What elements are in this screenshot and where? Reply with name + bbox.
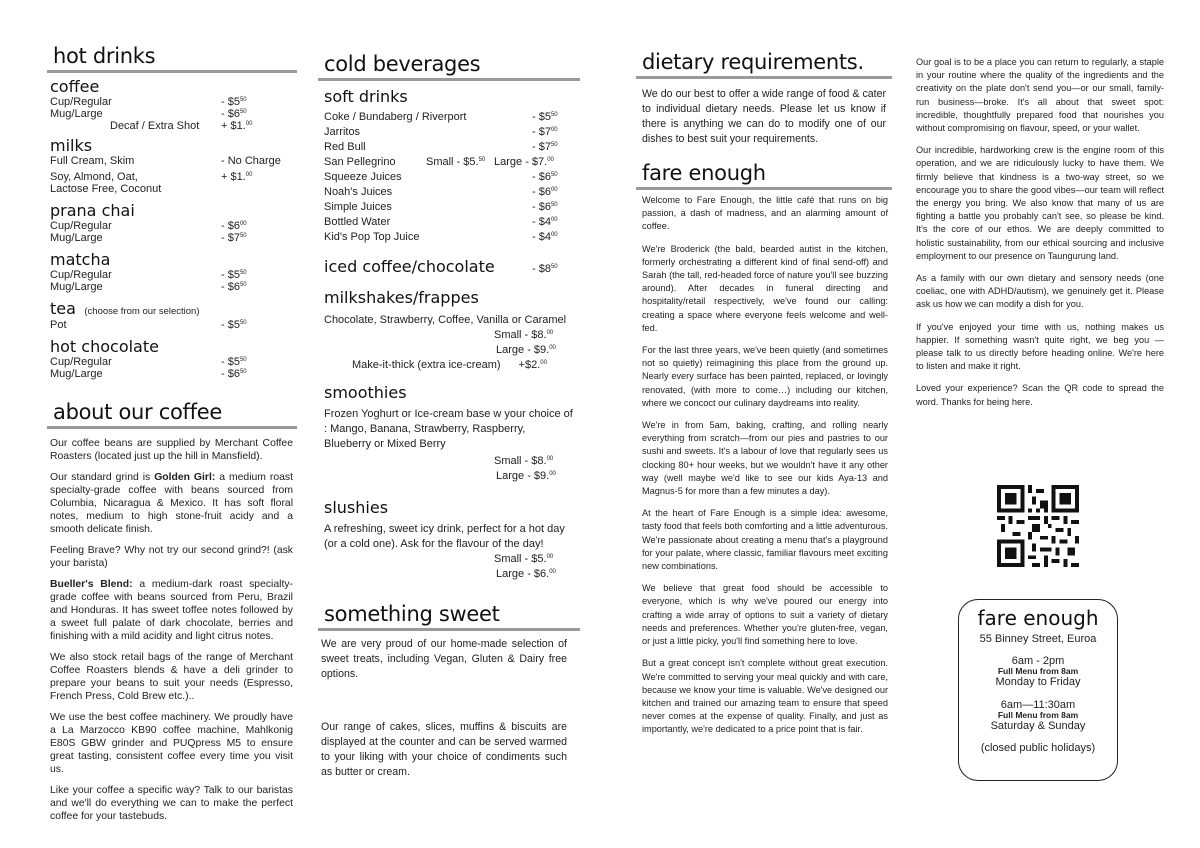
paragraph: We believe that great food should be accessible to everyone, which is why we've poured our energy into crafting a wide array of options to suit a variety of dietary needs and preferences. Whether you're gluten-free, vegan, or just a little picky, you'll find something here to love.: [642, 583, 888, 647]
about-coffee-heading: about our coffee: [53, 400, 222, 424]
paragraph: Our standard grind is Golden Girl: a medium roast specialty-grade coffee with beans sourced from Columbia, Nicaragua & Mexico. It has soft floral notes, medium to high stone-fruit acidy and a smooth delicate finish.: [50, 472, 293, 535]
price-row: Large - $9.00: [496, 344, 556, 356]
paragraph: Feeling Brave? Why not try our second grind?! (ask your barista): [50, 545, 293, 569]
smoothies-flavours: Frozen Yoghurt or Ice-cream base w your choice of : Mango, Banana, Strawberry, Raspberry, Blueberry or Mixed Berry: [324, 408, 573, 450]
smoothies-section: [324, 407, 574, 484]
price-row: Red Bull - $\$7^{50}$: [324, 141, 558, 153]
paragraph: Welcome to Fare Enough, the little café that runs on big passion, a dash of madness, and an alarming amount of coffee.: [642, 195, 888, 232]
price-row: Small - $5.00: [494, 553, 554, 565]
ethos-column: [916, 56, 1164, 418]
price-row: Small - $8.00: [494, 455, 554, 467]
tea-note: (choose from our selection): [84, 306, 200, 317]
iced-coffee-row: [324, 257, 580, 276]
coffee-heading: coffee: [50, 77, 100, 96]
divider: [636, 76, 892, 79]
weekend-menu-note: Full Menu from 8am: [997, 710, 1079, 720]
something-sweet-heading: something sweet: [324, 602, 500, 626]
paragraph: We're Broderick (the bald, bearded autist in the kitchen, formerly orchestrating a different kind of final send-off) and Sarah (the tall, red-headed force of nature you'll see buzzing around). After decades in funeral directing and hospitality/retail respectively, we've found our calling: creating a space where everyone feels welcome and well-fed.: [642, 243, 888, 333]
price-row: Full Cream, Skim - No Charge: [50, 155, 281, 167]
paragraph: As a family with our own dietary and sensory needs (one coeliac, one with ADHD/autism), we genuinely get it. Please ask us how we can modify a dish for you.: [916, 273, 1164, 310]
closed-note: (closed public holidays): [980, 742, 1096, 754]
price-row: Bottled Water - $\$4^{00}$: [324, 216, 558, 228]
price-row: Lactose Free, Coconut: [50, 183, 162, 195]
cold-beverages-heading: cold beverages: [324, 52, 481, 76]
matcha-price-list: [50, 269, 297, 293]
price-row: Large - $6.00: [496, 568, 556, 580]
price-row: Mug/Large - $\$7^{50}$: [50, 232, 247, 244]
price-row: Make-it-thick (extra ice-cream) +$2.00: [352, 359, 547, 371]
paragraph: Our coffee beans are supplied by Merchant Coffee Roasters (located just up the hill in Mansfield).: [50, 438, 293, 462]
address: 55 Binney Street, Euroa: [979, 633, 1097, 645]
price-row: Mug/Large - $\$6^{50}$: [50, 368, 247, 380]
iced-coffee-price: - $\$8^{50}$: [532, 263, 558, 275]
weekday-hours: 6am - 2pm: [1011, 655, 1065, 667]
price-row: Jarritos - $\$7^{00}$: [324, 126, 558, 138]
cafe-name: fare enough: [977, 606, 1099, 630]
divider: [636, 187, 892, 190]
weekend-days: Saturday & Sunday: [990, 720, 1086, 732]
tea-heading-row: [50, 299, 297, 319]
price-row: Mug/Large - $\$6^{50}$: [50, 281, 247, 293]
paragraph: Our goal is to be a place you can return to regularly, a staple in your routine where the quality of the ingredients and the creativity on the plate don't send you—or our small, family-run business—broke. It's all about that sweet spot: incredible, thoughtfully prepared food that nourishes you without compromising on flavour, speed, or your wallet.: [916, 57, 1164, 134]
price-row: Large - $9.00: [496, 470, 556, 482]
soft-drinks-heading: soft drinks: [324, 87, 408, 106]
contact-hours-card: [958, 599, 1118, 781]
paragraph: Our range of cakes, slices, muffins & biscuits are displayed at the counter and can be served warmed to your liking with your choice of condiments such as butter or cream.: [321, 721, 567, 778]
coffee-price-list: [50, 96, 297, 132]
paragraph: But a great concept isn't complete without great execution. We're committed to serving your meal quickly and with care, because we know your time is valuable. We've designed our kitchen and trained our amazing team to ensure that speed never comes at the expense of quality. Finally, and just as importantly, we're dedicated to a price point that is fair.: [642, 658, 888, 735]
paragraph: We're in from 5am, baking, crafting, and rolling nearly everything from scratch—from our pies and pastries to our sushi and sweets. It's a labour of love that regularly sees us clocking 80+ hour weeks, but we wouldn't have it any other way (well maybe we'd like to see our kids Aya-13 and Magnus-5 for more than a few minutes a day).: [642, 420, 888, 497]
price-row: Noah's Juices - $\$6^{00}$: [324, 186, 558, 198]
fare-enough-story: [636, 194, 888, 737]
divider: [318, 78, 580, 81]
milkshakes-flavours: Chocolate, Strawberry, Coffee, Vanilla or Caramel: [324, 314, 567, 326]
hot-drinks-heading: hot drinks: [53, 44, 156, 68]
slushies-description: A refreshing, sweet icy drink, perfect for a hot day (or a cold one). Ask for the flavour of the day!: [324, 523, 565, 550]
tea-price-list: [50, 319, 297, 331]
milkshakes-heading: milkshakes/frappes: [324, 288, 479, 307]
paragraph: At the heart of Fare Enough is a simple idea: awesome, tasty food that feels both comforting and a little adventurous. We're passionate about creating a menu that's a playground for your palate, where classic, familiar flavours meet exciting new combinations.: [642, 508, 888, 572]
paragraph: Bueller's Blend: a medium-dark roast specialty-grade coffee with beans sourced from Peru, Brazil and Honduras. It has sweet toffee notes followed by a sweet full palate of dark chocolate, berries and finishing with a mild acidity and light citrus notes.: [50, 579, 293, 642]
hot-chocolate-price-list: [50, 356, 297, 380]
smoothies-heading: smoothies: [324, 383, 407, 402]
paragraph: We are very proud of our home-made selection of sweet treats, including Vegan, Gluten & Dairy free options.: [321, 638, 567, 680]
matcha-heading: matcha: [50, 250, 111, 269]
price-row: Cup/Regular - $\$5^{50}$: [50, 269, 247, 281]
fare-enough-heading: fare enough: [642, 161, 766, 185]
qr-code[interactable]: [997, 485, 1079, 567]
paragraph: If you've enjoyed your time with us, nothing makes us happier. If something wasn't quite right, we beg you — please talk to us directly before heading online. We're here to listen and make it right.: [916, 321, 1164, 372]
divider: [318, 628, 580, 631]
price-row-pellegrino: San Pellegrino Small - $5.50 Large - $7.00: [324, 156, 554, 168]
story-column: [636, 0, 892, 746]
milks-price-list: [50, 155, 297, 195]
paragraph: Our incredible, hardworking crew is the engine room of this operation, and we are ridiculously lucky to have them. We firmly believe that kindness is a two-way street, so we encourage you to share the good vibes—our team will reflect the energy you bring. We also know that many of us are fighting a battle you probably can't see, so please be kind. It's the core of our ethos. We are deeply committed to holistic sustainability, from our ethical sourcing and inclusive employment to our presence on Taungurung land.: [916, 145, 1164, 261]
dietary-text: We do our best to offer a wide range of food & cater to individual dietary needs. Please let us know if there is anything we can do to modify one of our dishes to best suit your requirements.: [642, 88, 886, 145]
price-row: Pot - $\$5^{50}$: [50, 319, 247, 331]
paragraph: For the last three years, we've been quietly (and sometimes not so quietly) reimagining this place from the ground up. Nearly every surface has been painted, replaced, or lovingly renovated, (with more to come…) including our kitchen, where we concoct our culinary daydreams into reality.: [642, 345, 888, 408]
divider: [47, 70, 297, 73]
slushies-section: [324, 522, 574, 582]
weekend-hours: 6am—11:30am: [1000, 699, 1076, 711]
milks-heading: milks: [50, 136, 93, 155]
paragraph: We also stock retail bags of the range of Merchant Coffee Roasters blends & have a deli grinder to prepare your beans to suit your needs (Espresso, French Press, Cold Brew etc.)..: [50, 652, 293, 702]
price-row: Cup/Regular - $\$5^{50}$: [50, 356, 247, 368]
price-row: Soy, Almond, Oat, + $1.00: [50, 171, 253, 183]
chai-heading: prana chai: [50, 201, 135, 220]
price-row: Squeeze Juices - $\$6^{50}$: [324, 171, 558, 183]
something-sweet-text: [318, 637, 567, 780]
paragraph: We use the best coffee machinery. We proudly have a La Marzocco KB90 coffee machine, Mahlkonig E80S GBW grinder and PUQpress M5 to ensure great tasting, consistent coffee every time you visit us.: [50, 712, 293, 775]
weekday-menu-note: Full Menu from 8am: [997, 666, 1079, 676]
milkshakes-section: [324, 313, 580, 373]
hot-drinks-column: [47, 0, 297, 831]
cold-beverages-column: [318, 0, 580, 788]
paragraph: Loved your experience? Scan the QR code to spread the word. Thanks for being here.: [916, 383, 1164, 407]
soft-drinks-price-list: [324, 110, 580, 245]
iced-coffee-heading: iced coffee/chocolate: [324, 257, 495, 276]
paragraph: Like your coffee a specific way? Talk to our baristas and we'll do everything we can to make the perfect coffee for your tastebuds.: [50, 785, 293, 822]
price-row: Mug/Large - $\$6^{50}$: [50, 108, 247, 120]
price-row: Kid's Pop Top Juice - $\$4^{00}$: [324, 231, 558, 243]
divider: [47, 426, 297, 429]
about-coffee-text: [47, 437, 297, 823]
dietary-heading: dietary requirements.: [642, 50, 864, 74]
slushies-heading: slushies: [324, 498, 389, 517]
price-row: Small - $8.00: [494, 329, 554, 341]
price-row: Decaf / Extra Shot + $1.00: [110, 120, 253, 132]
weekday-days: Monday to Friday: [995, 676, 1081, 688]
price-row: Cup/Regular - $\$6^{00}$: [50, 220, 247, 232]
price-row: Simple Juices - $\$6^{50}$: [324, 201, 558, 213]
price-row: Cup/Regular - $\$5^{50}$: [50, 96, 247, 108]
chai-price-list: [50, 220, 297, 244]
tea-heading: tea: [50, 299, 76, 318]
price-row: Coke / Bundaberg / Riverport - $\$5^{50}$: [324, 111, 558, 123]
hot-chocolate-heading: hot chocolate: [50, 337, 159, 356]
